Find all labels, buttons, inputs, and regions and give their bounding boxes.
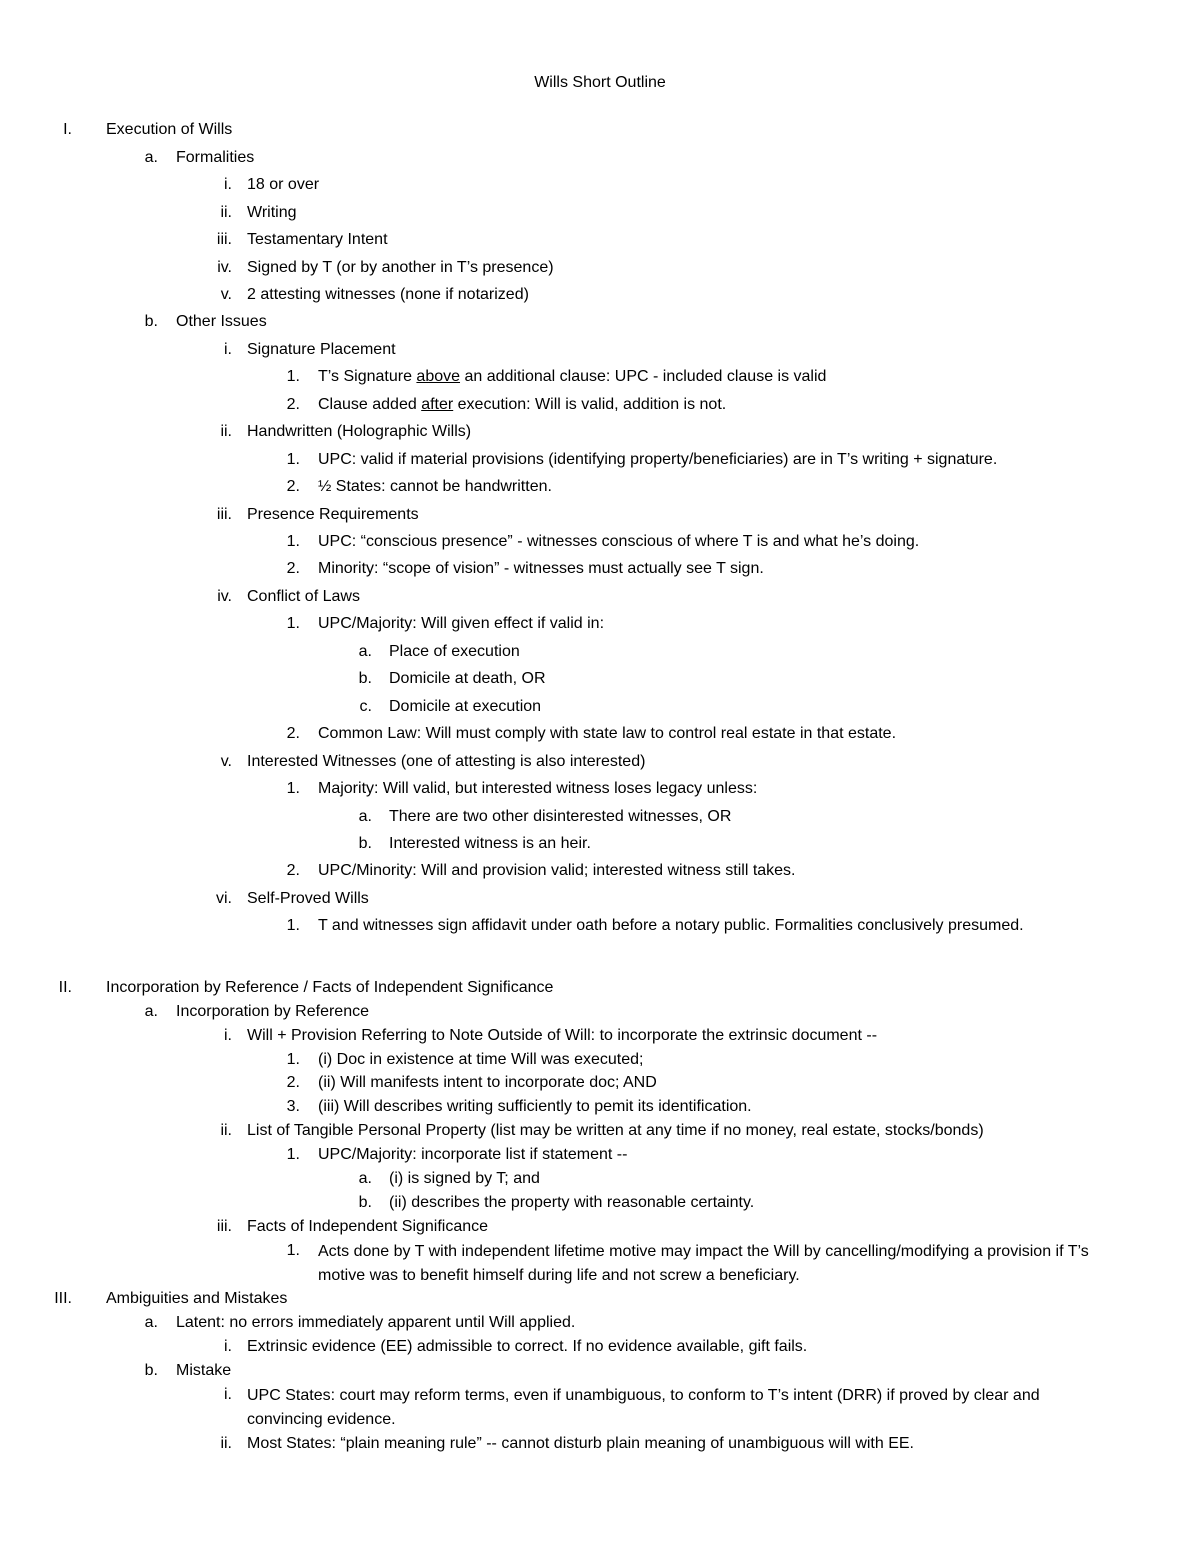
outline-marker: 1. <box>286 615 300 632</box>
outline-text: (ii) describes the property with reasonable certainty. <box>389 1194 755 1211</box>
outline-text: UPC: “conscious presence” - witnesses conscious of where T is and what he’s doing. <box>318 533 920 550</box>
outline-text: List of Tangible Personal Property (list may be written at any time if no money, real estate, stocks/bonds) <box>247 1122 984 1139</box>
outline-marker: 2. <box>286 560 300 577</box>
outline-marker: a. <box>144 149 158 166</box>
outline-marker: 1. <box>286 1051 300 1068</box>
outline-marker: i. <box>224 341 232 358</box>
outline-text: Interested witness is an heir. <box>389 835 591 852</box>
outline-marker: i. <box>224 176 232 193</box>
outline-text: Common Law: Will must comply with state law to control real estate in that estate. <box>318 725 897 742</box>
outline-text: Handwritten (Holographic Wills) <box>247 423 472 440</box>
outline-text: UPC States: court may reform terms, even if unambiguous, to conform to T’s intent (DRR) if proved by clear and convincing evidence. <box>247 1387 1040 1428</box>
outline-text-part: an additional clause: UPC - included clause is valid <box>460 368 827 385</box>
outline-marker: 2. <box>286 478 300 495</box>
outline-text: Signature Placement <box>247 341 396 358</box>
outline-text: Signed by T (or by another in T’s presence) <box>247 259 554 276</box>
outline-marker: b. <box>358 835 372 852</box>
outline-text: (i) Doc in existence at time Will was executed; <box>318 1051 644 1068</box>
outline-marker: c. <box>359 698 372 715</box>
outline-marker: iii. <box>216 1218 232 1235</box>
outline-marker: a. <box>144 1314 158 1331</box>
outline-text: Presence Requirements <box>247 506 419 523</box>
outline-marker: iv. <box>217 588 232 605</box>
outline-text: Writing <box>247 204 297 221</box>
outline-text: Incorporation by Reference / Facts of Independent Significance <box>106 979 554 996</box>
outline-marker: 3. <box>286 1098 300 1115</box>
outline-marker: iii. <box>216 506 232 523</box>
outline-marker: ii. <box>220 204 232 221</box>
outline-text: Will + Provision Referring to Note Outside of Will: to incorporate the extrinsic document -- <box>247 1027 878 1044</box>
outline-text: Latent: no errors immediately apparent until Will applied. <box>176 1314 576 1331</box>
outline-marker: 1. <box>286 451 300 468</box>
outline-marker: 2. <box>286 862 300 879</box>
outline-text: UPC/Majority: incorporate list if statement -- <box>318 1146 628 1163</box>
outline-text: Ambiguities and Mistakes <box>106 1290 288 1307</box>
outline-text: Mistake <box>176 1362 232 1379</box>
outline-text: Most States: “plain meaning rule” -- cannot disturb plain meaning of unambiguous will with EE. <box>247 1435 914 1452</box>
outline-text: Facts of Independent Significance <box>247 1218 489 1235</box>
outline-text: Minority: “scope of vision” - witnesses must actually see T sign. <box>318 560 764 577</box>
outline-marker: 1. <box>286 1242 300 1259</box>
outline-marker: 1. <box>286 368 300 385</box>
outline-marker: II. <box>58 979 72 996</box>
outline-marker: iii. <box>216 231 232 248</box>
outline-marker: b. <box>358 670 372 687</box>
outline-text: Testamentary Intent <box>247 231 388 248</box>
outline-text: Conflict of Laws <box>247 588 360 605</box>
outline-marker: 2. <box>286 396 300 413</box>
outline-marker: I. <box>63 121 72 138</box>
underlined-word: above <box>416 368 461 385</box>
outline-text: Self-Proved Wills <box>247 890 369 907</box>
outline-marker: i. <box>224 1386 232 1403</box>
outline-text <box>318 366 826 388</box>
outline-marker: i. <box>224 1027 232 1044</box>
outline-text: 2 attesting witnesses (none if notarized) <box>247 286 529 303</box>
outline-marker: 1. <box>286 533 300 550</box>
outline-text: Acts done by T with independent lifetime motive may impact the Will by cancelling/modifying a provision if T’s motive was to benefit himself during life and not screw a beneficiary. <box>318 1243 1089 1284</box>
outline-text <box>318 394 726 416</box>
outline-text: Execution of Wills <box>106 121 233 138</box>
outline-text: UPC/Majority: Will given effect if valid in: <box>318 615 605 632</box>
outline-text: Place of execution <box>389 643 520 660</box>
outline-text: UPC: valid if material provisions (identifying property/beneficiaries) are in T’s writing + signature. <box>318 451 998 468</box>
outline-text: Incorporation by Reference <box>176 1003 369 1020</box>
outline-text-part: Clause added <box>318 396 422 413</box>
outline-marker: ii. <box>220 1435 232 1452</box>
outline-marker: 1. <box>286 780 300 797</box>
outline-marker: 1. <box>286 917 300 934</box>
outline-text: (i) is signed by T; and <box>389 1170 540 1187</box>
outline-marker: v. <box>220 286 232 303</box>
outline-marker: III. <box>54 1290 72 1307</box>
outline-marker: a. <box>144 1003 158 1020</box>
outline-text: Formalities <box>176 149 255 166</box>
outline-text: UPC/Minority: Will and provision valid; interested witness still takes. <box>318 862 796 879</box>
outline-marker: a. <box>358 643 372 660</box>
outline-text: ½ States: cannot be handwritten. <box>318 478 552 495</box>
outline-marker: vi. <box>216 890 232 907</box>
outline-text-part: T’s Signature <box>318 368 417 385</box>
outline-marker: a. <box>358 808 372 825</box>
document-title: Wills Short Outline <box>534 74 666 91</box>
outline-text: (iii) Will describes writing sufficiently to pemit its identification. <box>318 1098 752 1115</box>
outline-text-part: execution: Will is valid, addition is not. <box>453 396 727 413</box>
outline-marker: b. <box>144 1362 158 1379</box>
outline-text: Majority: Will valid, but interested witness loses legacy unless: <box>318 780 758 797</box>
outline-text: (ii) Will manifests intent to incorporate doc; AND <box>318 1074 657 1091</box>
outline-marker: b. <box>144 313 158 330</box>
outline-marker: v. <box>220 753 232 770</box>
outline-marker: i. <box>224 1338 232 1355</box>
outline-marker: 2. <box>286 1074 300 1091</box>
outline-text: Interested Witnesses (one of attesting is also interested) <box>247 753 646 770</box>
outline-marker: ii. <box>220 1122 232 1139</box>
outline-text: Domicile at execution <box>389 698 542 715</box>
outline-text: There are two other disinterested witnesses, OR <box>389 808 732 825</box>
outline-text: T and witnesses sign affidavit under oath before a notary public. Formalities conclusively presumed. <box>318 917 1024 934</box>
outline-marker: 2. <box>286 725 300 742</box>
outline-marker: ii. <box>220 423 232 440</box>
outline-marker: 1. <box>286 1146 300 1163</box>
outline-text: 18 or over <box>247 176 320 193</box>
outline-text: Extrinsic evidence (EE) admissible to correct. If no evidence available, gift fails. <box>247 1338 808 1355</box>
outline-text: Other Issues <box>176 313 267 330</box>
outline-marker: iv. <box>217 259 232 276</box>
underlined-word: after <box>421 396 454 413</box>
outline-marker: b. <box>358 1194 372 1211</box>
outline-marker: a. <box>358 1170 372 1187</box>
outline-text: Domicile at death, OR <box>389 670 546 687</box>
